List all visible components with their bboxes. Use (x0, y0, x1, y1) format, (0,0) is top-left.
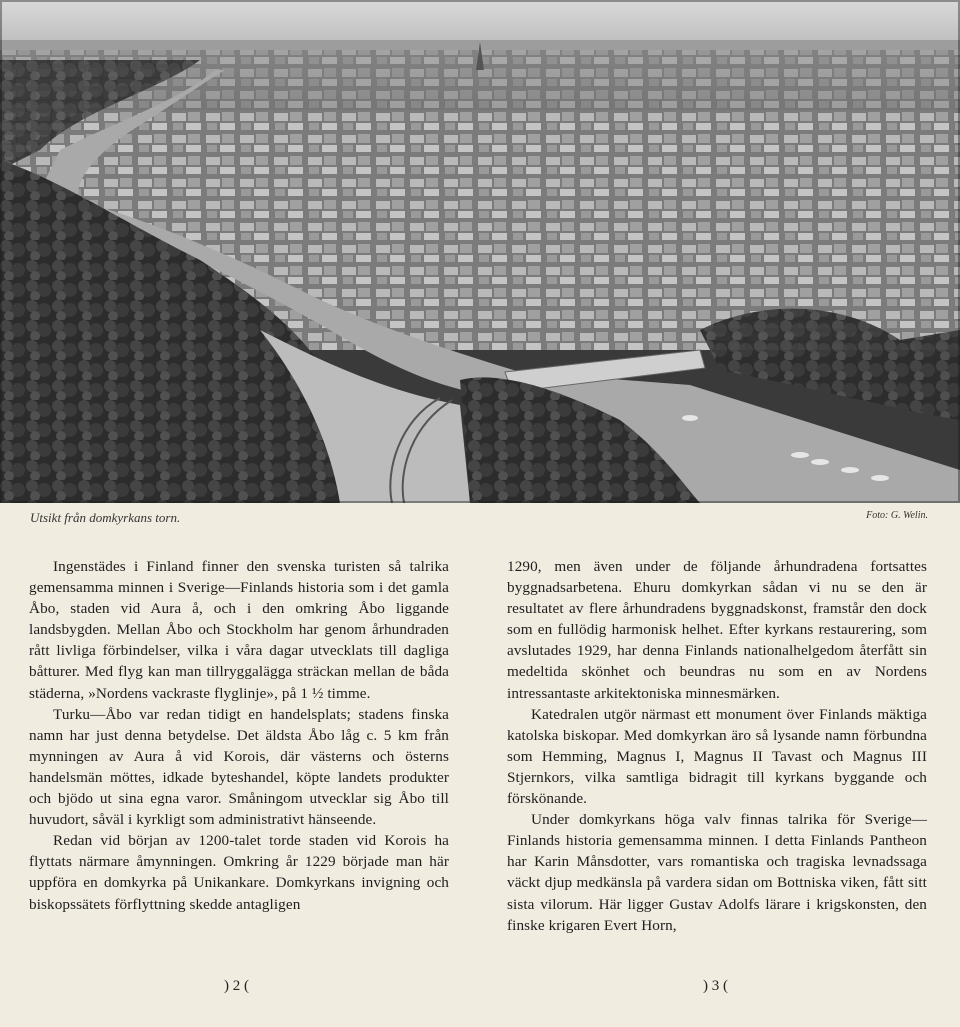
page-number-right: ) 3 ( (703, 978, 728, 994)
paragraph: Turku—Åbo var redan tidigt en handelsplats; stadens finska namn har just denna betydelse. Det äldsta Åbo låg c. 5 km från mynningen av Aura å vid Korois, där västerns och österns handelsmän möttes, idkade byteshandel, köpte landets produkter och bjödo ut sina egna varor. Småningom utvecklar sig Åbo till huvudort, såväl i kyrkligt som administrativt hänseende. (29, 705, 449, 829)
photo-caption: Utsikt från domkyrkans torn. (30, 510, 181, 525)
photo-credit: Foto: G. Welin. (866, 510, 928, 521)
paragraph: Katedralen utgör närmast ett monument över Finlands mäktiga katolska biskopar. Med domkyrkan äro så lysande namn förbundna som Hemming, Magnus I, Magnus II Tavast och Magnus III Stjernkors, vilka samtliga bidragit till kyrkans byggande och förskönande. (507, 705, 927, 808)
paragraph: Under domkyrkans höga valv finnas talrika för Sverige—Finlands historia gemensamma minnen. I detta Finlands Pantheon har Karin Månsdotter, vars romantiska och tragiska levnadssaga väckt djup medkänsla på vardera sidan om Bottniska viken, fått sitt sista vilorum. Här ligger Gustav Adolfs lärare i krigskonsten, den finske krigaren Evert Horn, (507, 811, 927, 934)
left-text-column (29, 556, 449, 915)
paragraph: Ingenstädes i Finland finner den svenska turisten så talrika gemensamma minnen i Sverige—Finlands historia som i det gamla Åbo, staden vid Aura å, och i den omkring Åbo liggande landsbygden. Mellan Åbo och Stockholm har genom århundraden rått livliga förbindelser, vilka i våra dagar utvecklats till dagliga båtturer. Med flyg kan man tillryggalägga sträckan mellan de båda städerna, »Nordens vackraste flyglinje», på 1 ½ timme. (29, 558, 449, 702)
page-number-left: ) 2 ( (224, 978, 249, 994)
right-text-column (507, 556, 927, 936)
paragraph: 1290, men även under de följande århundradena fortsattes byggnadsarbetena. Ehuru domkyrkan sådan vi nu se den är resultatet av flere århundradens byggnadskonst, framstår den dock som en fullödig harmonisk helhet. Efter kyrkans restaurering, som avslutades 1929, har denna Finlands nationalhelgedom återfått sin medeltida skönhet och beundras nu som en av Nordens intressantaste arkitektoniska minnesmärken. (507, 558, 927, 702)
paragraph: Redan vid början av 1200-talet torde staden vid Korois ha flyttats närmare åmynningen. Omkring år 1229 började man här uppföra en domkyrka på Unikankare. Domkyrkans invigning och biskopssätets förflyttning skedde antagligen (29, 832, 449, 913)
city-aerial-photo (0, 0, 960, 503)
